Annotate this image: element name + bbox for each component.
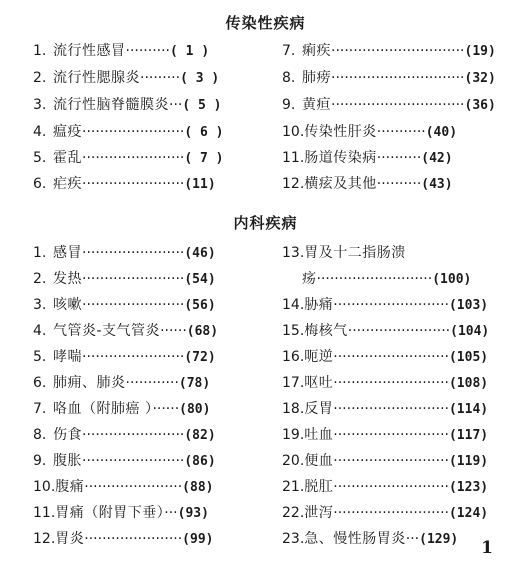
entry-number: 11.: [282, 150, 305, 166]
toc-entry: [33, 374, 210, 392]
toc-entry: [282, 348, 488, 366]
entry-number: 9.: [33, 453, 47, 469]
entry-page: ( 3 ): [180, 71, 220, 86]
entry-label: 反胃: [304, 401, 334, 417]
leader-dots: ······························: [331, 97, 465, 113]
entry-number: 7.: [282, 43, 296, 59]
entry-label: 急、慢性肠胃炎: [304, 531, 406, 547]
entry-label: 传染性肝炎: [304, 124, 377, 140]
entry-page: (129): [419, 532, 459, 547]
leader-dots: ············: [125, 375, 179, 391]
toc-entry: [282, 123, 457, 141]
entry-number: 6.: [33, 176, 47, 192]
entry-number: 23.: [282, 531, 305, 547]
leader-dots: ·······················: [82, 124, 185, 140]
toc-entry: [33, 348, 216, 366]
toc-entry: [282, 42, 496, 60]
entry-page: (11): [184, 177, 216, 192]
entry-label: 疟疾: [53, 176, 82, 192]
toc-entry: [282, 374, 488, 392]
entry-number: 12.: [33, 531, 56, 547]
entry-label: 霍乱: [53, 150, 82, 166]
entry-number: 9.: [282, 97, 296, 113]
entry-page: (36): [464, 98, 496, 113]
leader-dots: ······: [152, 401, 180, 417]
leader-dots: ·······················: [82, 297, 185, 313]
toc-entry: [282, 452, 488, 470]
toc-entry: [33, 69, 219, 87]
toc-entry: [33, 452, 216, 470]
entry-page: (86): [184, 454, 216, 469]
entry-number: 2.: [33, 271, 47, 287]
entry-label: 便血: [304, 453, 334, 469]
entry-page: ( 5 ): [182, 98, 222, 113]
entry-page: ( 7 ): [184, 151, 224, 166]
entry-label: 肺痨: [302, 70, 331, 86]
entry-number: 8.: [33, 427, 47, 443]
entry-page: (40): [425, 125, 458, 140]
toc-entry: [33, 400, 210, 418]
entry-label: 梅核气: [304, 323, 348, 339]
entry-label: 痢疾: [302, 43, 331, 59]
entry-number: 5.: [33, 349, 47, 365]
entry-number: 1.: [33, 245, 47, 261]
entry-label: 气管炎-支气管炎: [53, 323, 161, 339]
leader-dots: ·······················: [347, 323, 451, 339]
entry-label: 发热: [53, 271, 82, 287]
leader-dots: ··························: [316, 271, 433, 287]
entry-number: 15.: [282, 323, 305, 339]
toc-entry: [33, 504, 209, 522]
toc-entry: [33, 270, 216, 288]
leader-dots: ·······················: [82, 427, 185, 443]
entry-label: 流行性感冒: [53, 43, 126, 59]
entry-number: 5.: [33, 150, 47, 166]
toc-entry: [33, 175, 216, 193]
entry-label: 呕吐: [304, 375, 334, 391]
entry-number: 20.: [282, 453, 305, 469]
leader-dots: ··························: [333, 479, 449, 495]
entry-label: 脱肛: [304, 479, 334, 495]
toc-entry: [33, 42, 209, 60]
leader-dots: ···: [405, 531, 420, 547]
entry-page: (32): [464, 71, 496, 86]
entry-page: (117): [448, 428, 489, 443]
leader-dots: ······························: [331, 43, 465, 59]
toc-entry: [282, 426, 488, 444]
entry-number: 1.: [33, 43, 47, 59]
leader-dots: ··························: [333, 427, 449, 443]
entry-number: 13.: [282, 245, 305, 261]
entry-label: 哮喘: [53, 349, 82, 365]
entry-page: (78): [178, 376, 211, 391]
entry-number: 3.: [33, 97, 47, 113]
entry-page: (80): [179, 402, 211, 417]
entry-page: (104): [450, 324, 490, 339]
leader-dots: ··························: [333, 297, 449, 313]
leader-dots: ··························: [333, 401, 449, 417]
entry-label: 胃炎: [55, 531, 85, 547]
toc-entry: [282, 69, 496, 87]
leader-dots: ·······················: [82, 176, 185, 192]
leader-dots: ··········: [125, 43, 171, 59]
leader-dots: ······: [160, 323, 187, 339]
entry-page: (93): [177, 506, 209, 521]
entry-page: (82): [184, 428, 216, 443]
leader-dots: ·········: [140, 70, 181, 86]
entry-number: 14.: [282, 297, 305, 313]
entry-page: (99): [182, 532, 214, 547]
entry-page: (56): [184, 298, 216, 313]
toc-entry: [33, 123, 224, 141]
entry-number: 21.: [282, 479, 305, 495]
entry-number: 8.: [282, 70, 296, 86]
toc-entry: [282, 175, 453, 193]
toc-entry: [33, 96, 222, 114]
section-title-internal: 内科疾病: [233, 214, 298, 232]
leader-dots: ······················: [84, 531, 183, 547]
entry-label: 流行性腮腺炎: [53, 70, 140, 86]
entry-page: (114): [448, 402, 489, 417]
entry-label: 腹胀: [53, 453, 82, 469]
leader-dots: ·······················: [82, 349, 185, 365]
entry-label: 咯血（附肺癌 ）: [53, 401, 153, 417]
toc-entry: [282, 478, 488, 496]
entry-number: 4.: [33, 124, 47, 140]
entry-number: 3.: [33, 297, 47, 313]
entry-number: 22.: [282, 505, 305, 521]
toc-entry: [282, 96, 496, 114]
toc-entry: [33, 149, 224, 167]
leader-dots: ··························: [333, 375, 449, 391]
entry-label: 胁痛: [304, 297, 334, 313]
leader-dots: ··························: [333, 453, 449, 469]
entry-number: 2.: [33, 70, 47, 86]
entry-number: 10.: [33, 479, 56, 495]
entry-page: (68): [186, 324, 219, 339]
entry-label: 疡: [302, 271, 317, 287]
toc-entry: [282, 504, 488, 522]
toc-entry: [33, 322, 218, 340]
entry-number: 12.: [282, 176, 305, 192]
leader-dots: ·······················: [82, 245, 185, 261]
entry-label: 泄泻: [304, 505, 334, 521]
toc-entry: [33, 426, 216, 444]
entry-label: 呃逆: [304, 349, 334, 365]
section-title-infectious: 传染性疾病: [225, 14, 306, 32]
leader-dots: ·······················: [82, 150, 185, 166]
entry-number: 19.: [282, 427, 305, 443]
entry-label: 伤食: [53, 427, 82, 443]
entry-page: (72): [184, 350, 216, 365]
entry-label: 肺痈、肺炎: [53, 375, 126, 391]
entry-label: 黄疸: [302, 97, 331, 113]
entry-page: (119): [448, 454, 489, 469]
leader-dots: ······························: [331, 70, 465, 86]
toc-entry: [282, 296, 488, 314]
entry-page: (108): [448, 376, 489, 391]
entry-label: 瘟疫: [53, 124, 82, 140]
toc-entry: [33, 296, 216, 314]
toc-entry: [33, 478, 213, 496]
leader-dots: ···········: [376, 124, 426, 140]
entry-label: 肠道传染病: [304, 150, 377, 166]
toc-entry: [282, 400, 488, 418]
entry-page: (124): [448, 506, 489, 521]
entry-number: 17.: [282, 375, 305, 391]
entry-page: (54): [184, 272, 216, 287]
entry-number: 18.: [282, 401, 305, 417]
leader-dots: ··························: [333, 505, 449, 521]
entry-number: 6.: [33, 375, 47, 391]
entry-label: 流行性脑脊髓膜炎: [53, 97, 169, 113]
leader-dots: ··························: [333, 349, 449, 365]
entry-page: (43): [421, 177, 453, 192]
leader-dots: ···: [164, 505, 178, 521]
entry-label: 胃及十二指肠溃: [304, 245, 406, 261]
entry-page: (46): [184, 246, 216, 261]
entry-page: (42): [421, 151, 453, 166]
leader-dots: ······················: [84, 479, 183, 495]
leader-dots: ·······················: [82, 453, 185, 469]
entry-label: 感冒: [53, 245, 82, 261]
toc-entry: [282, 530, 458, 548]
leader-dots: ··········: [376, 176, 422, 192]
entry-label: 胃痛（附胃下垂）: [55, 505, 165, 521]
toc-entry: [282, 149, 453, 167]
entry-page: (100): [432, 272, 472, 287]
toc-entry: [282, 322, 489, 340]
entry-page: (123): [448, 480, 489, 495]
entry-page: (103): [448, 298, 489, 313]
entry-number: 4.: [33, 323, 47, 339]
entry-label: 横痃及其他: [304, 176, 377, 192]
entry-page: (105): [448, 350, 489, 365]
entry-number: 16.: [282, 349, 305, 365]
entry-label: 腹痛: [55, 479, 85, 495]
entry-label: 吐血: [304, 427, 334, 443]
entry-number: 10.: [282, 124, 305, 140]
leader-dots: ··········: [376, 150, 422, 166]
entry-page: (88): [182, 480, 214, 495]
entry-page: ( 6 ): [184, 125, 224, 140]
toc-entry: [33, 244, 216, 262]
entry-number: 7.: [33, 401, 47, 417]
page-number: 1: [481, 538, 493, 558]
toc-entry: [302, 270, 471, 288]
entry-page: ( 1 ): [170, 44, 210, 59]
leader-dots: ···: [169, 97, 183, 113]
toc-entry: [282, 244, 406, 262]
leader-dots: ·······················: [82, 271, 185, 287]
toc-entry: [33, 530, 213, 548]
entry-page: (19): [464, 44, 496, 59]
entry-label: 咳嗽: [53, 297, 82, 313]
entry-number: 11.: [33, 505, 56, 521]
